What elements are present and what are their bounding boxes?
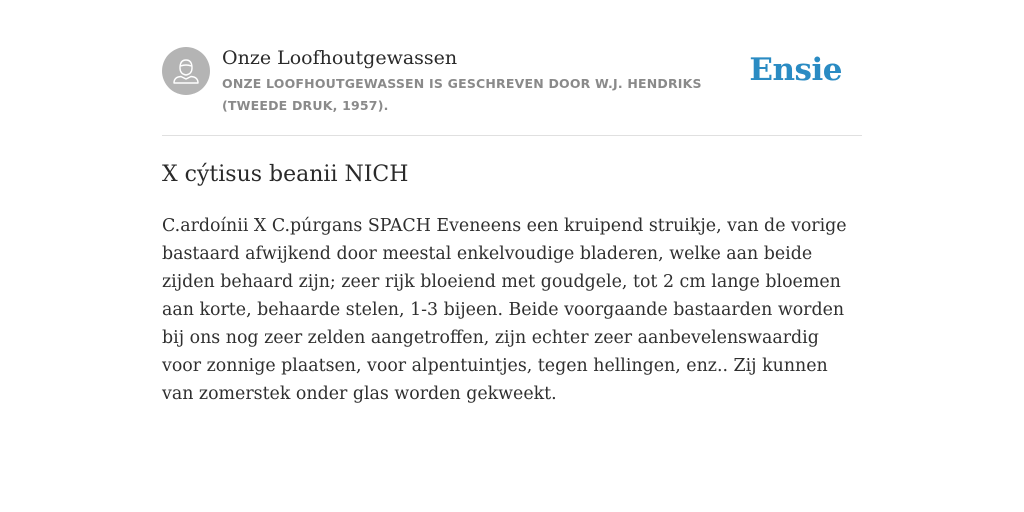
entry-title: X cýtisus beanii NICH [162,162,409,187]
avatar [162,47,210,95]
user-silhouette-icon [162,47,210,95]
entry-body: C.ardoínii X C.púrgans SPACH Eveneens een kruipend struikje, van de vorige bastaard afwijkend door meestal enkelvoudige bladeren, welke aan beide zijden behaard zijn; zeer rijk bloeiend met goudgele, tot 2 cm lange bloemen aan korte, behaarde stelen, 1-3 bijeen. Beide voorgaande bastaarden worden bij ons nog zeer zelden aangetroffen, zijn echter zeer aanbevelenswaardig voor zonnige plaatsen, voor alpentuintjes, tegen hellingen, enz.. Zij kunnen van zomerstek onder glas worden gekweekt. [162,216,847,404]
entry-card [162,0,862,512]
divider [162,135,862,136]
source-header [162,46,862,116]
source-title: Onze Loofhoutgewassen [222,47,458,69]
ensie-logo-link[interactable]: Ensie [749,52,842,88]
source-subtitle: ONZE LOOFHOUTGEWASSEN IS GESCHREVEN DOOR W.J. HENDRIKS (TWEEDE DRUK, 1957). [222,76,702,113]
